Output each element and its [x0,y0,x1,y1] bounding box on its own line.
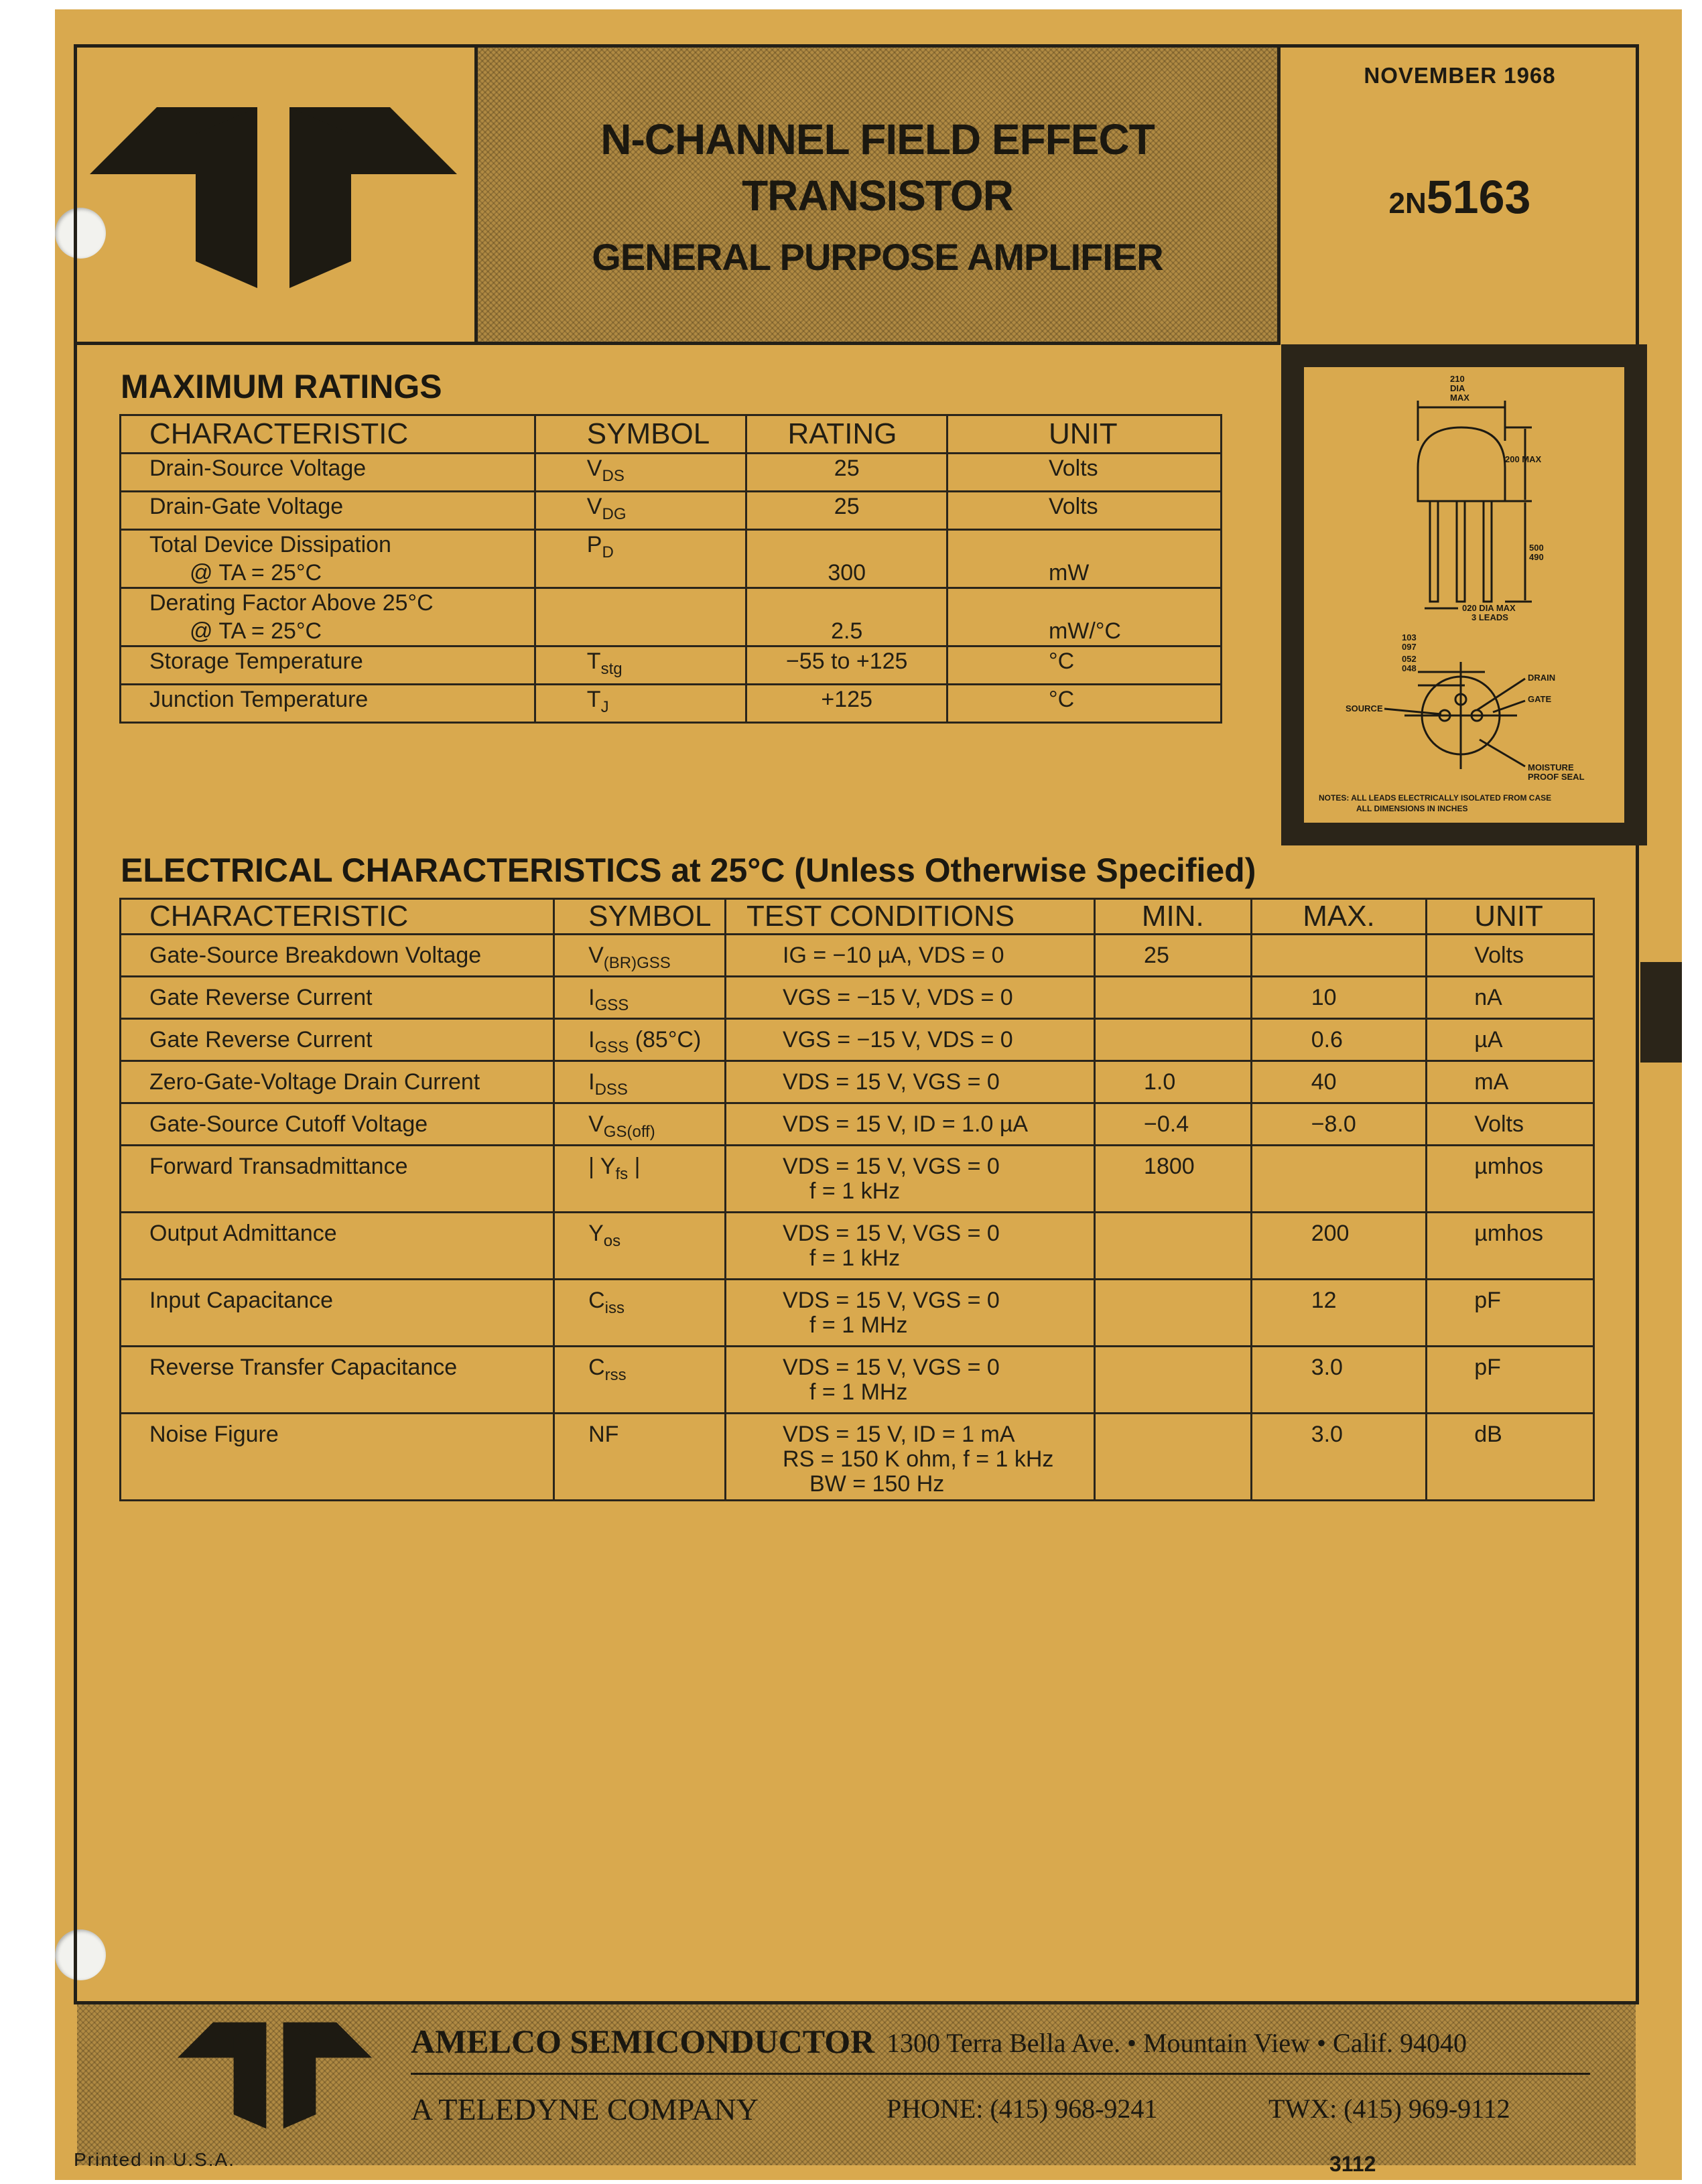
table-row [121,530,1222,588]
symbol-cell [535,646,746,685]
min-cell: 25 [1095,935,1252,977]
table-row [121,685,1222,723]
characteristic-cell: Forward Transadmittance [121,1146,554,1213]
table-header-row [121,899,1594,935]
rating-cell: 25 [746,454,947,492]
symbol-subscript: D [602,543,614,561]
test-conditions-cell [726,1019,1095,1061]
test-conditions-cell [726,1414,1095,1501]
header-divider [74,342,1280,345]
test-condition-line: VDS = 15 V, VGS = 0 [783,1154,1000,1179]
characteristic-text: Junction Temperature [149,687,369,712]
max-cell: 0.6 [1251,1019,1427,1061]
dim-lead-dia-2: 3 LEADS [1471,612,1508,622]
dim-dia-2: DIA [1450,383,1465,393]
min-cell [1095,1213,1252,1280]
characteristic-text: Drain-Source Voltage [149,456,367,481]
footer-rule [411,2073,1590,2075]
col-test-conditions: TEST CONDITIONS [726,899,1095,935]
col-max: MAX. [1251,899,1427,935]
table-row [121,1347,1594,1414]
label-drain: DRAIN [1528,673,1556,683]
dim-spacing-1: 103 [1402,632,1417,642]
characteristic-cell: Gate Reverse Current [121,977,554,1019]
unit-cell: nA [1427,977,1594,1019]
min-cell: 1800 [1095,1146,1252,1213]
printed-note: Printed in U.S.A. [74,2149,235,2170]
min-cell [1095,1347,1252,1414]
footer-company: AMELCO SEMICONDUCTOR [411,2023,875,2060]
symbol-subscript: GSS [594,996,629,1014]
characteristic-text: Derating Factor Above 25°C [149,590,434,616]
test-condition-line: f = 1 kHz [809,1178,901,1204]
table-row [121,646,1222,685]
symbol-subscript: GSS [594,1038,629,1056]
characteristic-cell [121,588,535,646]
characteristic-cell: Gate-Source Breakdown Voltage [121,935,554,977]
symbol-base: NF [588,1422,619,1447]
edge-tab-marker [1640,962,1682,1063]
footer-phone: PHONE: (415) 968-9241 [887,2094,1158,2124]
characteristic-cell: Gate-Source Cutoff Voltage [121,1103,554,1146]
symbol-base: V [588,1111,604,1137]
footer-address: 1300 Terra Bella Ave. • Mountain View • Calif. 94040 [887,2028,1467,2058]
symbol-cell [535,530,746,588]
symbol-subscript: os [603,1232,621,1250]
unit-cell: dB [1427,1414,1594,1501]
symbol-base: I [588,985,595,1010]
unit-cell: mA [1427,1061,1594,1103]
test-condition-line: BW = 150 Hz [809,1471,945,1497]
test-conditions-cell [726,1103,1095,1146]
symbol-base: V [586,456,602,481]
col-symbol: SYMBOL [535,415,746,454]
test-conditions-cell [726,1213,1095,1280]
part-number-value: 5163 [1426,171,1531,223]
max-ratings-title: MAXIMUM RATINGS [121,368,442,405]
rating-cell: 2.5 [746,588,947,646]
table-row [121,935,1594,977]
rating-cell: −55 to +125 [746,646,947,685]
symbol-cell [554,1146,726,1213]
max-cell: 12 [1251,1280,1427,1347]
test-condition-line: VDS = 15 V, ID = 1.0 µA [783,1111,1029,1137]
characteristic-cell: Input Capacitance [121,1280,554,1347]
test-condition-line: IG = −10 µA, VDS = 0 [783,943,1004,968]
characteristic-text: Drain-Gate Voltage [149,494,344,519]
rating-cell: 25 [746,492,947,530]
dim-leads-1: 500 [1529,543,1544,553]
dim-dia-3: MAX [1450,393,1469,403]
test-condition-line: f = 1 kHz [809,1245,901,1271]
subtitle: GENERAL PURPOSE AMPLIFIER [592,236,1163,278]
symbol-cell [535,685,746,723]
symbol-subscript: (BR)GSS [603,954,671,972]
part-number [1281,170,1639,224]
symbol-subscript: GS(off) [603,1123,655,1141]
test-conditions-cell [726,1146,1095,1213]
table-row [121,1213,1594,1280]
test-condition-line: VDS = 15 V, VGS = 0 [783,1221,1000,1246]
symbol-cell [554,977,726,1019]
min-cell: 1.0 [1095,1061,1252,1103]
characteristic-condition: @ TA = 25°C [190,618,322,644]
symbol-cell [554,1414,726,1501]
characteristic-cell: Reverse Transfer Capacitance [121,1347,554,1414]
table-row [121,1061,1594,1103]
test-condition-line: f = 1 MHz [809,1312,908,1338]
symbol-cell [535,588,746,646]
characteristic-cell: Gate Reverse Current [121,1019,554,1061]
test-conditions-cell [726,1347,1095,1414]
unit-cell: Volts [947,454,1221,492]
electrical-title: ELECTRICAL CHARACTERISTICS at 25°C (Unless Otherwise Specified) [121,851,1256,889]
characteristic-cell [121,685,535,723]
package-notes-1: NOTES: ALL LEADS ELECTRICALLY ISOLATED FROM CASE [1319,793,1552,803]
symbol-base: Y [588,1221,604,1246]
min-cell [1095,1414,1252,1501]
unit-cell: Volts [947,492,1221,530]
symbol-cell [554,1347,726,1414]
col-characteristic: CHARACTERISTIC [121,415,535,454]
table-row [121,1146,1594,1213]
dim-dia-1: 210 [1450,374,1465,384]
dim-height: 200 MAX [1505,454,1542,464]
test-conditions-cell [726,1061,1095,1103]
table-row [121,1414,1594,1501]
max-cell: 3.0 [1251,1414,1427,1501]
characteristic-cell [121,530,535,588]
max-cell [1251,1146,1427,1213]
test-conditions-cell [726,977,1095,1019]
characteristic-condition: @ TA = 25°C [190,560,322,586]
unit-cell: °C [947,685,1221,723]
issue-date: NOVEMBER 1968 [1364,63,1556,88]
characteristic-cell [121,646,535,685]
table-row [121,1103,1594,1146]
max-cell: −8.0 [1251,1103,1427,1146]
symbol-cell [535,454,746,492]
symbol-subscript: iss [604,1299,625,1317]
symbol-cell [554,935,726,977]
characteristic-cell [121,492,535,530]
unit-cell: µmhos [1427,1146,1594,1213]
unit-cell: pF [1427,1280,1594,1347]
col-min: MIN. [1095,899,1252,935]
test-condition-line: VDS = 15 V, VGS = 0 [783,1355,1000,1380]
label-seal-2: PROOF SEAL [1528,772,1585,782]
min-cell [1095,977,1252,1019]
max-ratings-table [119,414,1222,724]
symbol-base: V [588,943,604,968]
to-package-outline-icon [1304,367,1624,823]
test-condition-line: f = 1 MHz [809,1379,908,1405]
test-conditions-cell [726,935,1095,977]
label-gate: GATE [1528,694,1552,704]
min-cell [1095,1280,1252,1347]
unit-cell: Volts [1427,935,1594,977]
test-condition-line: VGS = −15 V, VDS = 0 [783,985,1013,1010]
title-line-1: N-CHANNEL FIELD EFFECT [600,115,1155,163]
max-cell: 10 [1251,977,1427,1019]
teledyne-logo-icon [90,107,457,288]
symbol-cell [554,1019,726,1061]
col-unit: UNIT [1427,899,1594,935]
symbol-suffix: (85°C) [629,1027,702,1052]
characteristic-cell: Noise Figure [121,1414,554,1501]
table-row [121,588,1222,646]
symbol-base: | Y [588,1154,616,1179]
table-header-row [121,415,1222,454]
unit-cell: mW [947,530,1221,588]
table-row [121,492,1222,530]
unit-cell: mW/°C [947,588,1221,646]
unit-cell: pF [1427,1347,1594,1414]
symbol-base: C [588,1288,605,1313]
max-cell: 40 [1251,1061,1427,1103]
unit-cell: Volts [1427,1103,1594,1146]
title-box [478,48,1277,342]
max-cell [1251,935,1427,977]
unit-cell: °C [947,646,1221,685]
symbol-subscript: DG [602,505,627,523]
symbol-base: I [588,1069,595,1095]
unit-cell: µA [1427,1019,1594,1061]
col-rating: RATING [746,415,947,454]
symbol-cell [554,1280,726,1347]
symbol-base: P [586,532,602,557]
symbol-base: T [586,687,601,712]
label-source: SOURCE [1346,703,1383,713]
unit-cell: µmhos [1427,1213,1594,1280]
table-row [121,1019,1594,1061]
symbol-subscript: fs [615,1165,629,1183]
test-condition-line: VDS = 15 V, VGS = 0 [783,1288,1000,1313]
characteristic-text: Total Device Dissipation [149,532,391,557]
symbol-subscript: J [600,698,609,716]
col-symbol: SYMBOL [554,899,726,935]
max-cell: 200 [1251,1213,1427,1280]
max-cell: 3.0 [1251,1347,1427,1414]
characteristic-text: Storage Temperature [149,649,363,674]
table-row [121,1280,1594,1347]
document-number: 3112 [1329,2152,1376,2176]
symbol-suffix: | [628,1154,641,1179]
min-cell [1095,1019,1252,1061]
rating-cell: +125 [746,685,947,723]
symbol-subscript: DSS [594,1081,628,1099]
symbol-base: I [588,1027,595,1052]
dim-spacing-3: 052 [1402,654,1417,664]
electrical-table [119,898,1595,1501]
footer-band [77,2004,1636,2165]
characteristic-cell: Output Admittance [121,1213,554,1280]
test-conditions-cell [726,1280,1095,1347]
footer-parent: A TELEDYNE COMPANY [411,2092,759,2126]
symbol-base: T [586,649,601,674]
symbol-cell [554,1103,726,1146]
test-condition-line: VDS = 15 V, VGS = 0 [783,1069,1000,1095]
footer-twx: TWX: (415) 969-9112 [1268,2094,1510,2124]
col-characteristic: CHARACTERISTIC [121,899,554,935]
table-row [121,977,1594,1019]
teledyne-logo-small-icon [178,2022,372,2129]
symbol-subscript: rss [604,1366,627,1384]
col-unit: UNIT [947,415,1221,454]
symbol-subscript: stg [600,660,623,678]
dim-lead-dia-1: 020 DIA MAX [1462,603,1516,613]
test-condition-line: RS = 150 K ohm, f = 1 kHz [783,1446,1054,1472]
characteristic-cell: Zero-Gate-Voltage Drain Current [121,1061,554,1103]
symbol-base: C [588,1355,605,1380]
package-notes-2: ALL DIMENSIONS IN INCHES [1356,804,1468,813]
title-line-2: TRANSISTOR [742,172,1013,220]
symbol-base: V [586,494,602,519]
test-condition-line: VGS = −15 V, VDS = 0 [783,1027,1013,1052]
test-condition-line: VDS = 15 V, ID = 1 mA [783,1422,1015,1447]
rating-cell: 300 [746,530,947,588]
symbol-subscript: DS [602,467,625,485]
symbol-cell [535,492,746,530]
package-drawing [1304,367,1624,823]
symbol-cell [554,1061,726,1103]
characteristic-cell [121,454,535,492]
dim-leads-2: 490 [1529,552,1544,562]
table-row [121,454,1222,492]
min-cell: −0.4 [1095,1103,1252,1146]
dim-spacing-2: 097 [1402,642,1417,652]
label-seal-1: MOISTURE [1528,762,1574,772]
dim-spacing-4: 048 [1402,663,1417,673]
symbol-cell [554,1213,726,1280]
part-prefix: 2N [1388,187,1427,220]
